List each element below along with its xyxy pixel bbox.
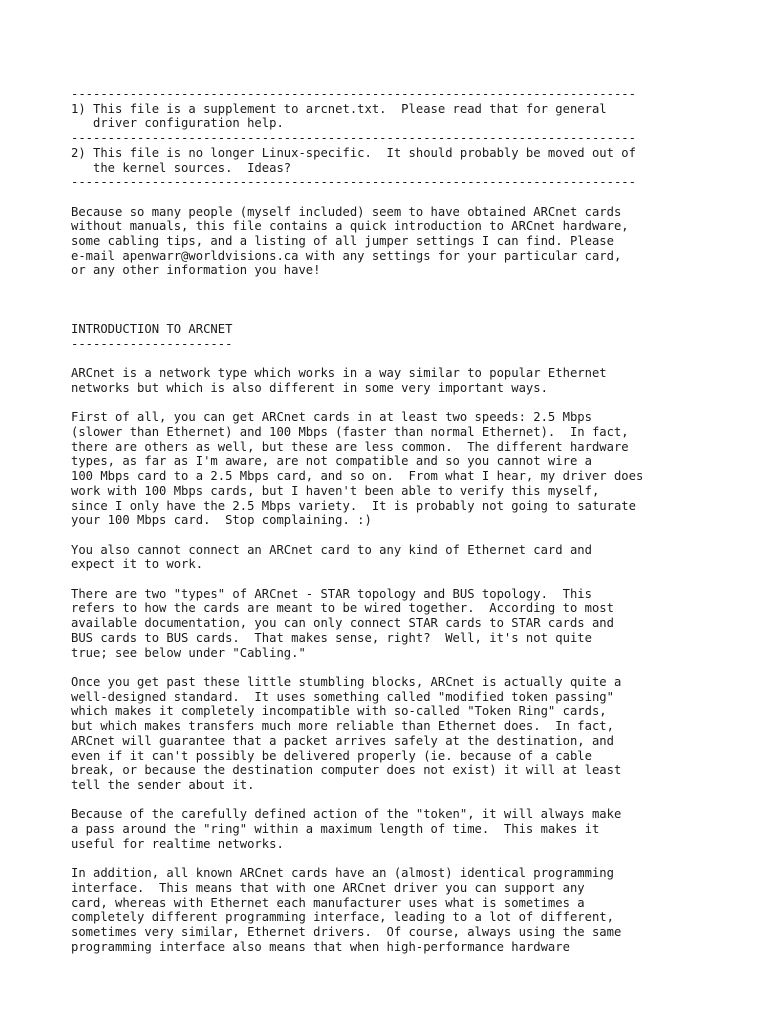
paragraph-line: available documentation, you can only connect STAR cards to STAR cards and: [71, 616, 614, 631]
paragraph-line: Because so many people (myself included) seem to have obtained ARCnet cards: [71, 204, 622, 219]
paragraph-line: even if it can't possibly be delivered properly (ie. because of a cable: [71, 748, 592, 763]
note-1: [71, 102, 751, 131]
paragraph: [71, 366, 751, 395]
paragraph-line: programming interface also means that when high-performance hardware: [71, 939, 570, 954]
paragraph-line: Because of the carefully defined action of the "token", it will always make: [71, 807, 622, 822]
paragraph-line: BUS cards to BUS cards. That makes sense, right? Well, it's not quite: [71, 630, 592, 645]
note-line: driver configuration help.: [71, 116, 284, 131]
paragraph-line: In addition, all known ARCnet cards have an (almost) identical programming: [71, 866, 614, 881]
paragraph: [71, 410, 751, 528]
paragraph-line: ARCnet is a network type which works in a way similar to popular Ethernet: [71, 366, 607, 381]
intro-paragraph: [71, 205, 751, 279]
paragraph-line: tell the sender about it.: [71, 777, 255, 792]
paragraph-line: sometimes very similar, Ethernet drivers. Of course, always using the same: [71, 924, 622, 939]
paragraph-line: but which makes transfers much more reliable than Ethernet does. In fact,: [71, 719, 614, 734]
paragraph: [71, 587, 751, 661]
paragraph-line: There are two "types" of ARCnet - STAR topology and BUS topology. This: [71, 586, 592, 601]
paragraph: [71, 807, 751, 851]
paragraph-line: interface. This means that with one ARCnet driver you can support any: [71, 880, 585, 895]
paragraph-line: refers to how the cards are meant to be wired together. According to most: [71, 601, 614, 616]
paragraph-line: your 100 Mbps card. Stop complaining. :): [71, 513, 372, 528]
paragraph-line: (slower than Ethernet) and 100 Mbps (faster than normal Ethernet). In fact,: [71, 425, 629, 440]
paragraph-line: which makes it completely incompatible with so-called "Token Ring" cards,: [71, 704, 607, 719]
separator-rule: -----------------------------------------------------------------------------: [71, 175, 636, 190]
paragraph-line: useful for realtime networks.: [71, 836, 284, 851]
note-line: 2) This file is no longer Linux-specific. It should probably be moved out of: [71, 145, 636, 160]
paragraph-line: work with 100 Mbps cards, but I haven't been able to verify this myself,: [71, 483, 600, 498]
section-title: INTRODUCTION TO ARCNET: [71, 322, 233, 337]
paragraph-line: types, as far as I'm aware, are not compatible and so you cannot wire a: [71, 454, 592, 469]
paragraph-line: break, or because the destination computer does not exist) it will at least: [71, 763, 622, 778]
paragraph-line: true; see below under "Cabling.": [71, 645, 306, 660]
paragraph-line: ARCnet will guarantee that a packet arrives safely at the destination, and: [71, 733, 614, 748]
paragraph-line: since I only have the 2.5 Mbps variety. It is probably not going to saturate: [71, 498, 636, 513]
paragraph-line: First of all, you can get ARCnet cards in at least two speeds: 2.5 Mbps: [71, 410, 592, 425]
paragraph-line: card, whereas with Ethernet each manufacturer uses what is sometimes a: [71, 895, 585, 910]
paragraph-line: some cabling tips, and a listing of all jumper settings I can find. Please: [71, 234, 614, 249]
paragraph-line: 100 Mbps card to a 2.5 Mbps card, and so on. From what I hear, my driver does: [71, 469, 644, 484]
document-page: [71, 87, 751, 954]
paragraph-line: networks but which is also different in some very important ways.: [71, 380, 548, 395]
section-underline: ----------------------: [71, 336, 233, 351]
paragraph-line: there are others as well, but these are less common. The different hardware: [71, 439, 629, 454]
paragraph-line: or any other information you have!: [71, 263, 321, 278]
separator-rule: -----------------------------------------------------------------------------: [71, 131, 636, 146]
paragraph-line: well-designed standard. It uses something called "modified token passing": [71, 689, 614, 704]
paragraph-line: You also cannot connect an ARCnet card to any kind of Ethernet card and: [71, 542, 592, 557]
separator-rule: -----------------------------------------------------------------------------: [71, 87, 636, 101]
paragraph-line: Once you get past these little stumbling blocks, ARCnet is actually quite a: [71, 674, 622, 689]
paragraph: [71, 675, 751, 793]
paragraph: [71, 543, 751, 572]
note-line: the kernel sources. Ideas?: [71, 160, 292, 175]
paragraph-line: a pass around the "ring" within a maximum length of time. This makes it: [71, 822, 600, 836]
paragraph-line: expect it to work.: [71, 557, 204, 572]
paragraph-line: without manuals, this file contains a quick introduction to ARCnet hardware,: [71, 219, 629, 234]
note-line: 1) This file is a supplement to arcnet.txt. Please read that for general: [71, 101, 607, 116]
note-2: [71, 146, 751, 175]
paragraph: [71, 866, 751, 954]
paragraph-line: completely different programming interface, leading to a lot of different,: [71, 910, 614, 925]
paragraph-line: e-mail apenwarr@worldvisions.ca with any settings for your particular card,: [71, 248, 622, 263]
